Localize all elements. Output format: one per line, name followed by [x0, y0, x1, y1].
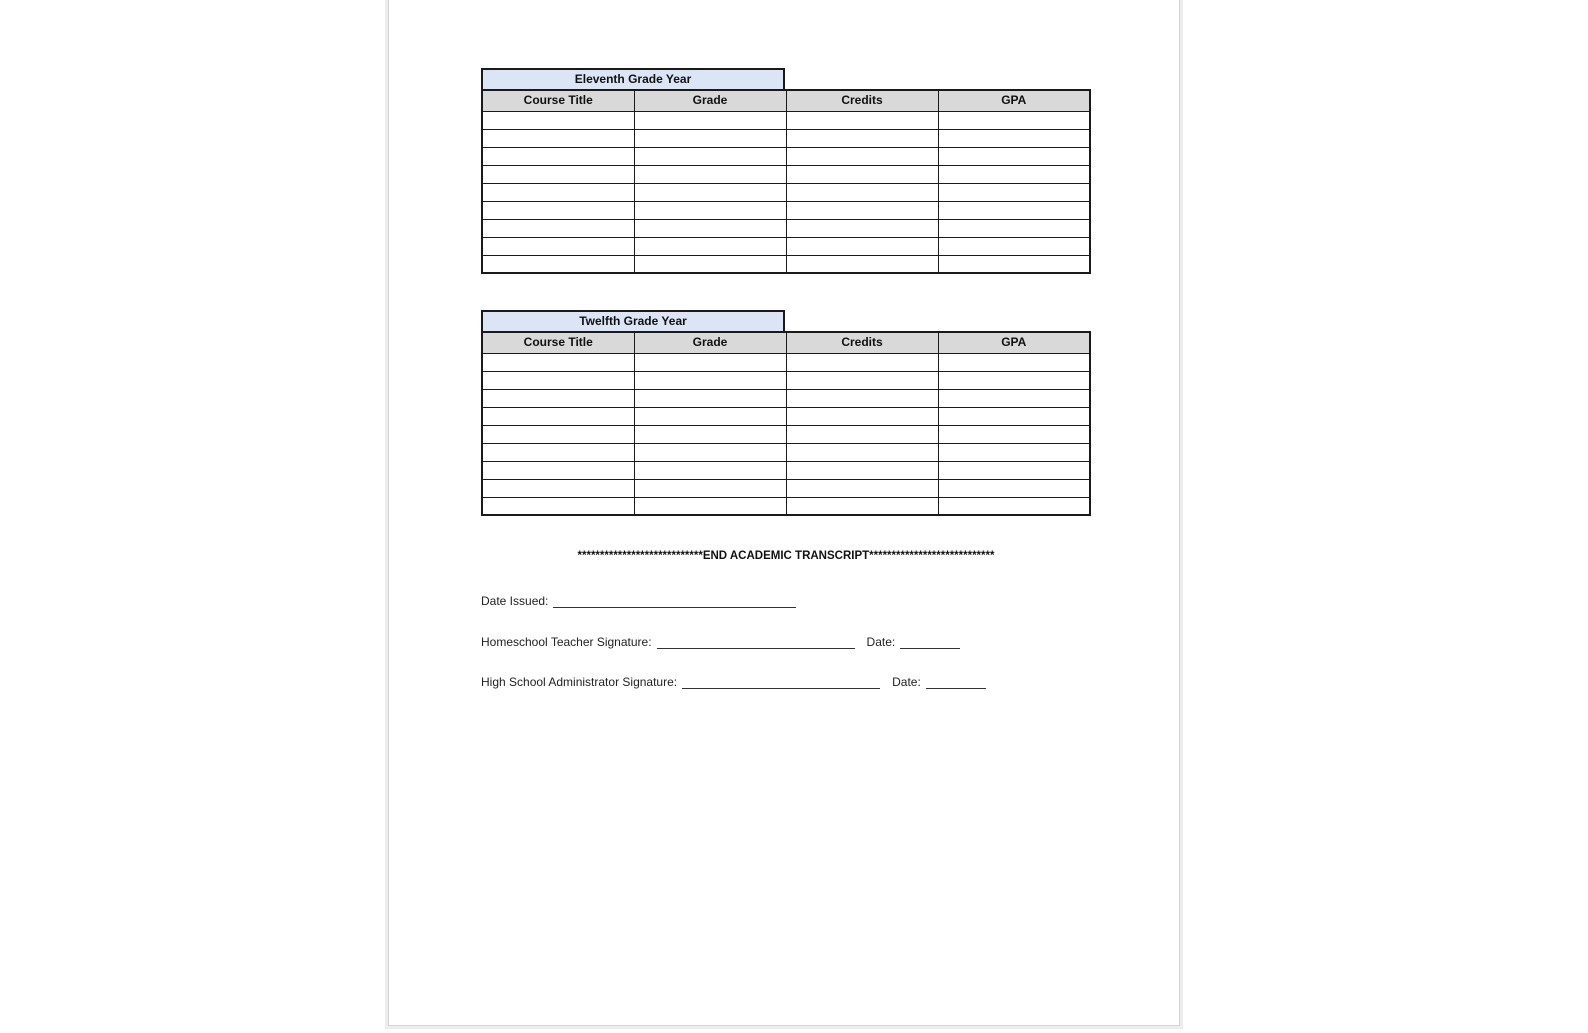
cell-gpa — [938, 479, 1090, 497]
cell-grade — [634, 389, 786, 407]
cell-credits — [786, 389, 938, 407]
cell-grade — [634, 165, 786, 183]
teacher-date-label: Date: — [866, 635, 896, 649]
cell-credits — [786, 461, 938, 479]
table-row — [482, 443, 1090, 461]
cell-grade — [634, 371, 786, 389]
cell-credits — [786, 425, 938, 443]
admin-signature-blank — [682, 676, 880, 689]
teacher-signature-blank — [657, 636, 855, 649]
header-credits: Credits — [786, 90, 938, 111]
cell-course-title — [482, 443, 634, 461]
cell-course-title — [482, 353, 634, 371]
header-credits: Credits — [786, 332, 938, 353]
cell-credits — [786, 111, 938, 129]
cell-course-title — [482, 111, 634, 129]
table-row — [482, 407, 1090, 425]
cell-grade — [634, 255, 786, 273]
end-transcript-line: ****************************END ACADEMIC TRANSCRIPT**************************** — [577, 550, 995, 562]
cell-credits — [786, 129, 938, 147]
cell-grade — [634, 443, 786, 461]
cell-course-title — [482, 255, 634, 273]
cell-gpa — [938, 219, 1090, 237]
cell-grade — [634, 219, 786, 237]
cell-course-title — [482, 461, 634, 479]
header-gpa: GPA — [938, 90, 1090, 111]
cell-credits — [786, 237, 938, 255]
cell-course-title — [482, 371, 634, 389]
cell-course-title — [482, 407, 634, 425]
table-row — [482, 389, 1090, 407]
cell-credits — [786, 147, 938, 165]
header-course-title: Course Title — [482, 332, 634, 353]
header-gpa: GPA — [938, 332, 1090, 353]
cell-gpa — [938, 147, 1090, 165]
cell-grade — [634, 479, 786, 497]
cell-credits — [786, 371, 938, 389]
cell-credits — [786, 219, 938, 237]
table-row — [482, 201, 1090, 219]
cell-course-title — [482, 183, 634, 201]
teacher-signature-label: Homeschool Teacher Signature: — [481, 635, 652, 649]
twelfth-grade-rows — [482, 353, 1090, 515]
cell-course-title — [482, 147, 634, 165]
header-course-title: Course Title — [482, 90, 634, 111]
cell-grade — [634, 183, 786, 201]
cell-credits — [786, 201, 938, 219]
cell-grade — [634, 461, 786, 479]
cell-grade — [634, 237, 786, 255]
eleventh-grade-section — [481, 68, 1091, 274]
cell-course-title — [482, 201, 634, 219]
teacher-signature-line — [481, 635, 960, 649]
twelfth-grade-table — [481, 331, 1091, 516]
eleventh-grade-table — [481, 89, 1091, 274]
cell-gpa — [938, 165, 1090, 183]
eleventh-grade-title: Eleventh Grade Year — [481, 68, 785, 89]
table-row — [482, 129, 1090, 147]
table-row — [482, 461, 1090, 479]
teacher-date-blank — [900, 636, 960, 649]
table-header-row — [482, 90, 1090, 111]
date-issued-blank — [553, 595, 796, 608]
admin-date-blank — [926, 676, 986, 689]
cell-gpa — [938, 497, 1090, 515]
eleventh-grade-rows — [482, 111, 1090, 273]
table-row — [482, 479, 1090, 497]
cell-gpa — [938, 443, 1090, 461]
cell-gpa — [938, 255, 1090, 273]
cell-credits — [786, 407, 938, 425]
table-row — [482, 497, 1090, 515]
cell-gpa — [938, 237, 1090, 255]
cell-course-title — [482, 237, 634, 255]
table-row — [482, 371, 1090, 389]
table-header-row — [482, 332, 1090, 353]
table-row — [482, 255, 1090, 273]
cell-gpa — [938, 407, 1090, 425]
cell-course-title — [482, 389, 634, 407]
cell-course-title — [482, 479, 634, 497]
cell-gpa — [938, 425, 1090, 443]
cell-gpa — [938, 389, 1090, 407]
cell-gpa — [938, 371, 1090, 389]
cell-credits — [786, 479, 938, 497]
cell-grade — [634, 111, 786, 129]
date-issued-line — [481, 594, 796, 608]
cell-course-title — [482, 219, 634, 237]
cell-credits — [786, 165, 938, 183]
cell-course-title — [482, 497, 634, 515]
cell-gpa — [938, 353, 1090, 371]
admin-signature-label: High School Administrator Signature: — [481, 675, 678, 689]
cell-course-title — [482, 129, 634, 147]
table-row — [482, 219, 1090, 237]
cell-gpa — [938, 183, 1090, 201]
cell-grade — [634, 497, 786, 515]
cell-credits — [786, 353, 938, 371]
cell-credits — [786, 183, 938, 201]
table-row — [482, 111, 1090, 129]
table-row — [482, 425, 1090, 443]
cell-gpa — [938, 129, 1090, 147]
table-row — [482, 237, 1090, 255]
header-grade: Grade — [634, 332, 786, 353]
admin-signature-line — [481, 675, 986, 689]
cell-grade — [634, 407, 786, 425]
table-row — [482, 353, 1090, 371]
cell-grade — [634, 129, 786, 147]
cell-credits — [786, 443, 938, 461]
admin-date-label: Date: — [892, 675, 921, 689]
cell-gpa — [938, 461, 1090, 479]
twelfth-grade-title: Twelfth Grade Year — [481, 310, 785, 331]
cell-course-title — [482, 165, 634, 183]
cell-grade — [634, 353, 786, 371]
cell-grade — [634, 147, 786, 165]
cell-course-title — [482, 425, 634, 443]
cell-grade — [634, 201, 786, 219]
table-row — [482, 183, 1090, 201]
cell-credits — [786, 255, 938, 273]
cell-gpa — [938, 201, 1090, 219]
cell-credits — [786, 497, 938, 515]
date-issued-label: Date Issued: — [481, 594, 549, 608]
table-row — [482, 147, 1090, 165]
document-page — [388, 0, 1180, 1026]
cell-gpa — [938, 111, 1090, 129]
header-grade: Grade — [634, 90, 786, 111]
cell-grade — [634, 425, 786, 443]
table-row — [482, 165, 1090, 183]
twelfth-grade-section — [481, 310, 1091, 516]
